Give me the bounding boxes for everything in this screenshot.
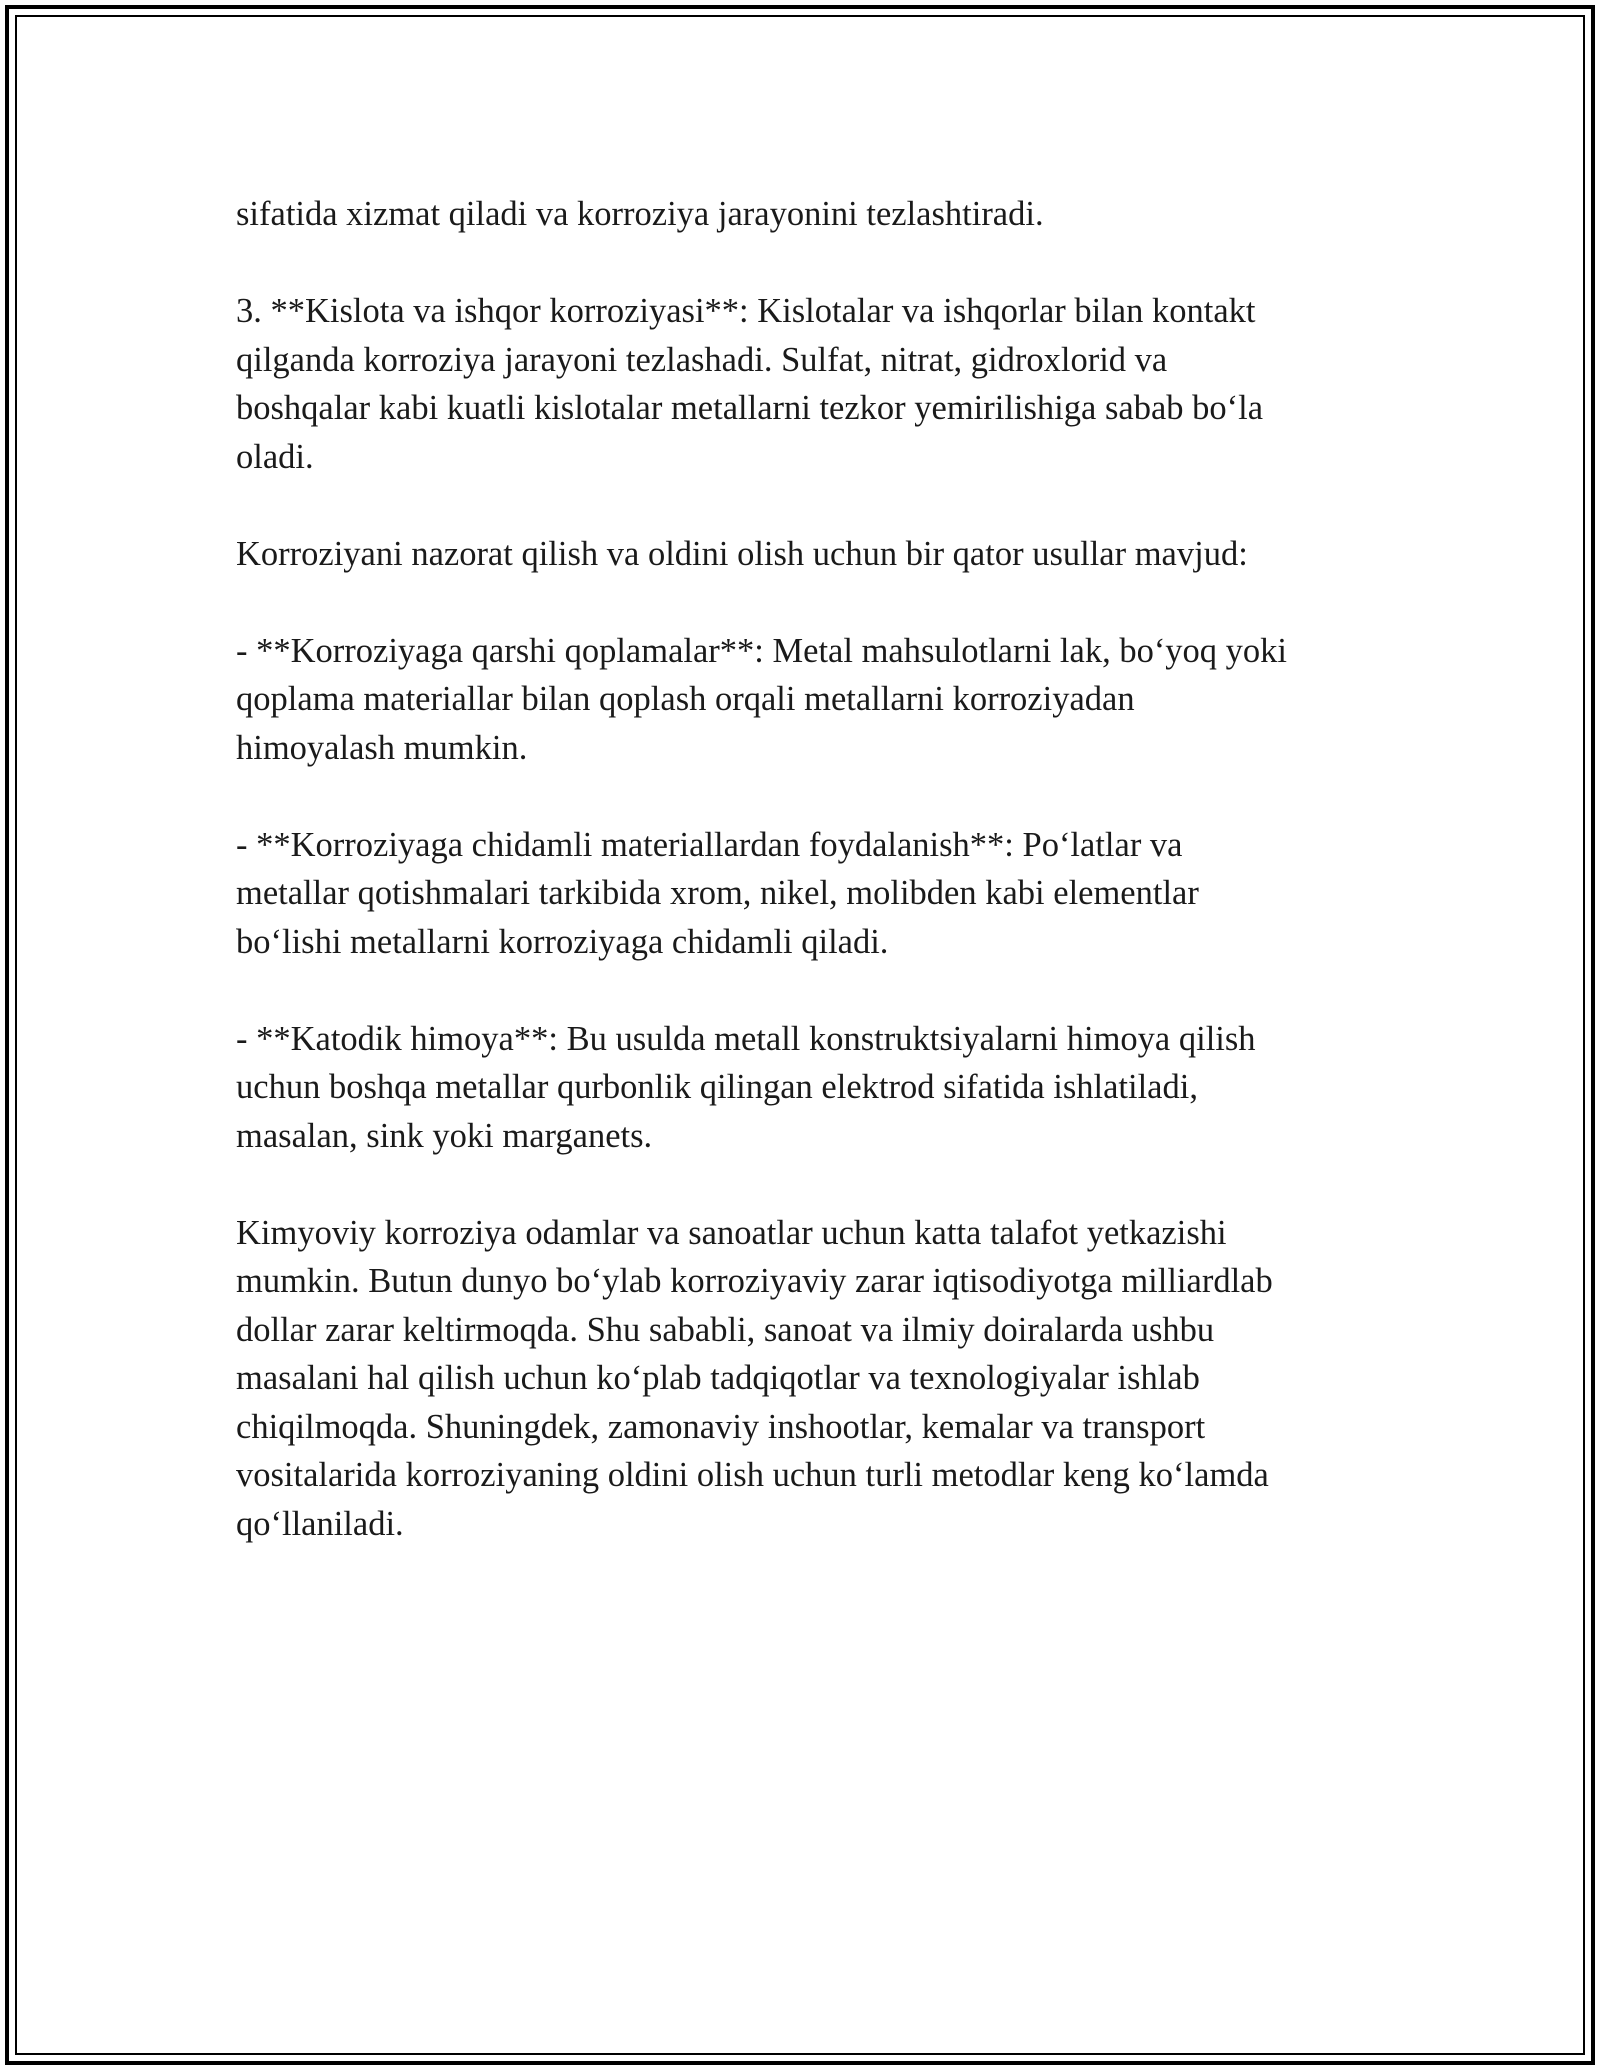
text-line: - **Korroziyaga chidamli materiallardan foydalanish**: Po‘latlar va xyxy=(236,825,1183,864)
text-line: chiqilmoqda. Shuningdek, zamonaviy inshootlar, kemalar va transport xyxy=(236,1407,1206,1446)
text-line: qilganda korroziya jarayoni tezlashadi. Sulfat, nitrat, gidroxlorid va xyxy=(236,340,1168,379)
text-line: bo‘lishi metallarni korroziyaga chidamli qiladi. xyxy=(236,922,889,961)
text-line: metallar qotishmalari tarkibida xrom, nikel, molibden kabi elementlar xyxy=(236,874,1199,912)
paragraph-acid-alkali-corrosion xyxy=(236,287,1386,481)
text-line: qoplama materiallar bilan qoplash orqali metallarni korroziyadan xyxy=(236,680,1135,718)
list-item-resistant-materials xyxy=(236,821,1386,967)
text-line: vositalarida korroziyaning oldini olish uchun turli metodlar keng ko‘lamda xyxy=(236,1456,1269,1494)
paragraph-control-methods-intro xyxy=(236,530,1386,579)
text-line: uchun boshqa metallar qurbonlik qilingan elektrod sifatida ishlatiladi, xyxy=(236,1068,1198,1106)
text-line: sifatida xizmat qiladi va korroziya jarayonini tezlashtiradi. xyxy=(236,195,1044,233)
text-line: - **Katodik himoya**: Bu usulda metall konstruktsiyalarni himoya qilish xyxy=(236,1019,1256,1058)
text-line: qo‘llaniladi. xyxy=(236,1504,404,1543)
document-body xyxy=(236,190,1386,1597)
text-line: mumkin. Butun dunyo bo‘ylab korroziyaviy zarar iqtisodiyotga milliardlab xyxy=(236,1262,1273,1300)
paragraph-continuation xyxy=(236,190,1386,239)
paragraph-conclusion xyxy=(236,1209,1386,1549)
text-line: masalani hal qilish uchun ko‘plab tadqiqotlar va texnologiyalar ishlab xyxy=(236,1359,1200,1397)
text-line: 3. **Kislota va ishqor korroziyasi**: Kislotalar va ishqorlar bilan kontakt xyxy=(236,292,1256,330)
text-line: Kimyoviy korroziya odamlar va sanoatlar uchun katta talafot yetkazishi xyxy=(236,1213,1227,1252)
text-line: masalan, sink yoki marganets. xyxy=(236,1116,653,1155)
list-item-coatings xyxy=(236,627,1386,773)
text-line: himoyalash mumkin. xyxy=(236,728,528,767)
text-line: dollar zarar keltirmoqda. Shu sababli, sanoat va ilmiy doiralarda ushbu xyxy=(236,1310,1215,1349)
text-line: Korroziyani nazorat qilish va oldini olish uchun bir qator usullar mavjud: xyxy=(236,534,1248,573)
text-line: oladi. xyxy=(236,437,314,476)
list-item-cathodic-protection xyxy=(236,1015,1386,1161)
text-line: boshqalar kabi kuatli kislotalar metallarni tezkor yemirilishiga sabab bo‘la xyxy=(236,389,1264,427)
text-line: - **Korroziyaga qarshi qoplamalar**: Metal mahsulotlarni lak, bo‘yoq yoki xyxy=(236,631,1288,670)
